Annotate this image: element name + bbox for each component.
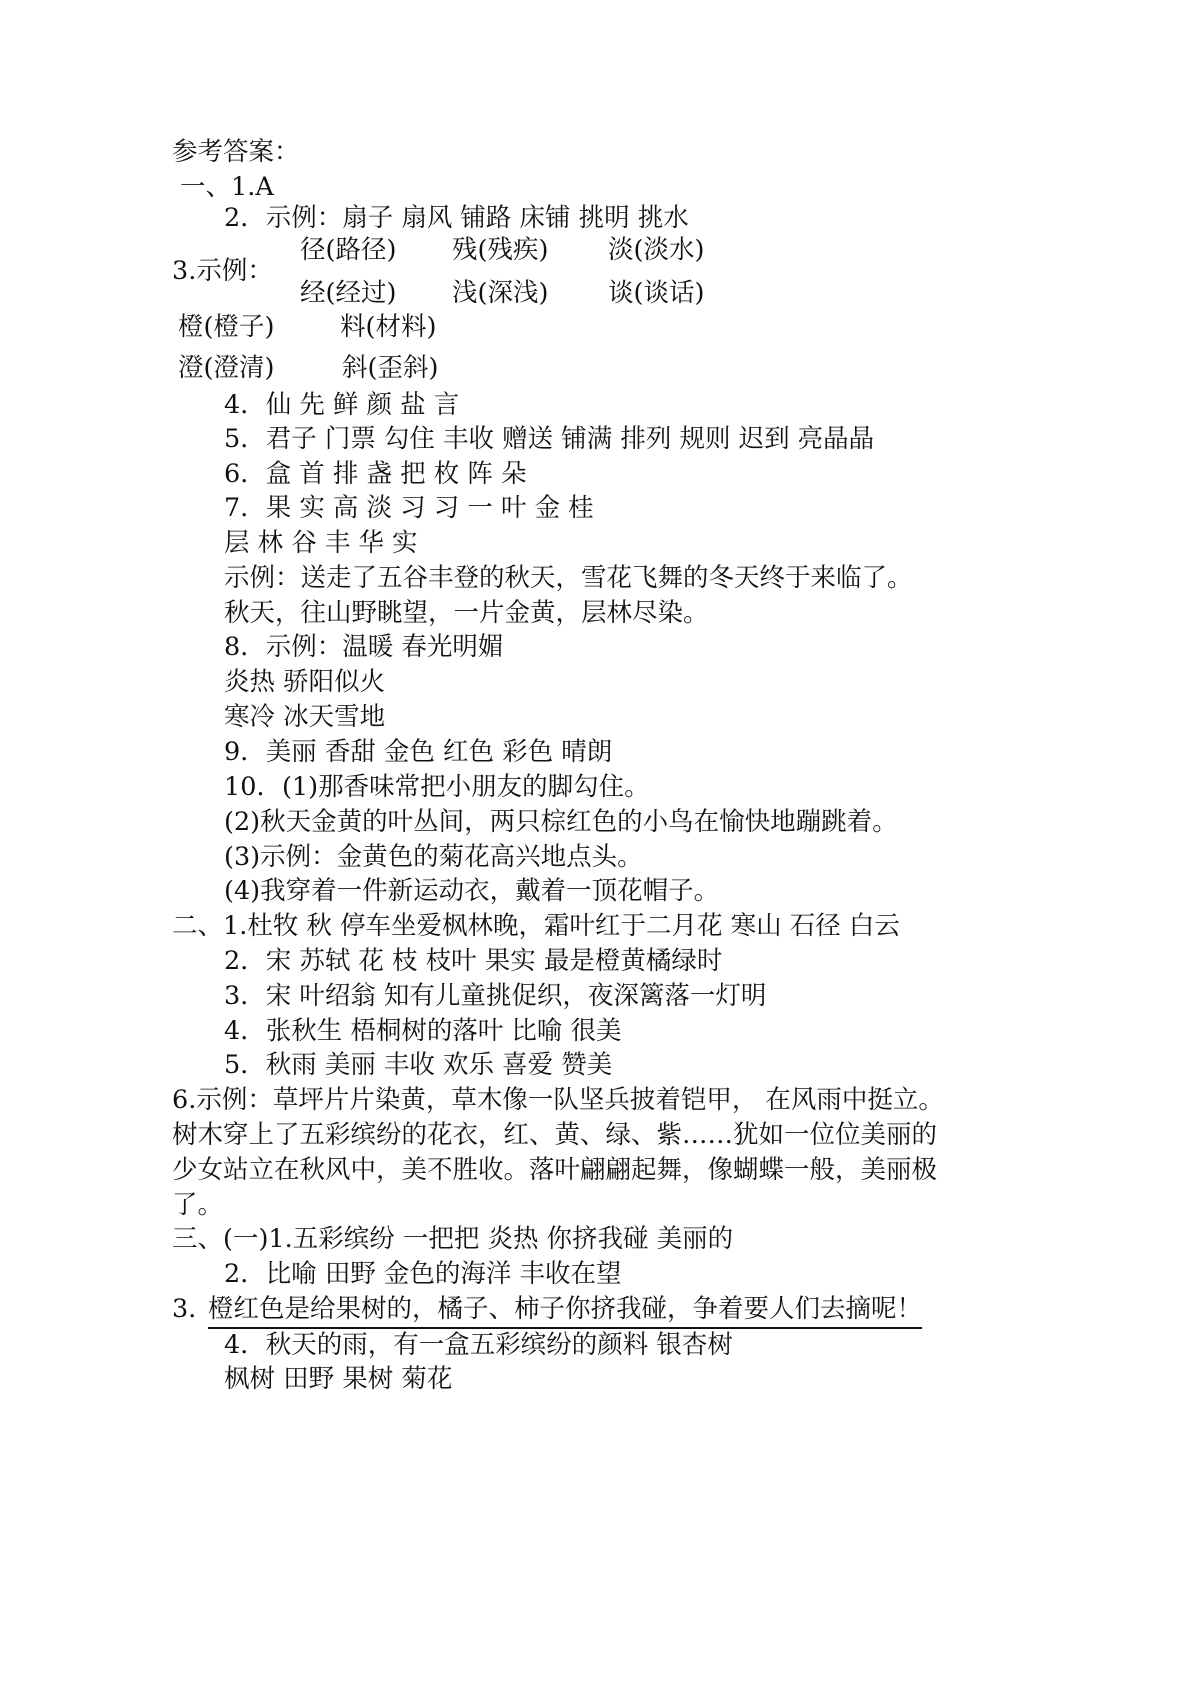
part3-q4-line2: 枫树 田野 果树 菊花 — [224, 1364, 453, 1394]
q3-item: 浅(深浅) — [452, 278, 549, 308]
q3-item: 料(材料) — [340, 312, 437, 342]
part3-q4: 4．秋天的雨，有一盒五彩缤纷的颜料 银杏树 — [224, 1330, 733, 1360]
part1-q10-2: (2)秋天金黄的叶丛间，两只棕红色的小鸟在愉快地蹦跳着。 — [224, 807, 898, 837]
part2-q5: 5．秋雨 美丽 丰收 欢乐 喜爱 赞美 — [224, 1050, 613, 1080]
part2-q6-line3: 少女站立在秋风中，美不胜收。落叶翩翩起舞，像蝴蝶一般，美丽极 — [172, 1155, 938, 1185]
part1-q3-label: 3.示例： — [172, 256, 273, 286]
part1-q10-4: (4)我穿着一件新运动衣，戴着一顶花帽子。 — [224, 876, 720, 906]
part1-q7-example1: 示例：送走了五谷丰登的秋天，雪花飞舞的冬天终于来临了。 — [224, 563, 913, 593]
part1-q8-line2: 炎热 骄阳似火 — [224, 667, 386, 697]
q3-item: 橙(橙子) — [178, 312, 275, 342]
q3-item: 斜(歪斜) — [342, 353, 439, 383]
part1-q8: 8．示例：温暖 春光明媚 — [224, 632, 504, 662]
part1-q10-3: (3)示例：金黄色的菊花高兴地点头。 — [224, 842, 643, 872]
q3-item: 经(经过) — [300, 278, 397, 308]
part1-q7-line2: 层 林 谷 丰 华 实 — [224, 528, 418, 558]
answer-key-heading: 参考答案： — [172, 137, 300, 167]
part2-q6-line4: 了。 — [172, 1190, 224, 1220]
part1-q1: 一、1.A — [180, 172, 274, 202]
part1-q2: 2．示例：扇子 扇风 铺路 床铺 挑明 挑水 — [224, 203, 689, 233]
part3-q1: 三、(一)1.五彩缤纷 一把把 炎热 你挤我碰 美丽的 — [172, 1224, 734, 1254]
part2-q2: 2．宋 苏轼 花 枝 枝叶 果实 最是橙黄橘绿时 — [224, 946, 723, 976]
part2-q3: 3．宋 叶绍翁 知有儿童挑促织，夜深篱落一灯明 — [224, 981, 767, 1011]
part2-q6-line1: 6.示例：草坪片片染黄，草木像一队坚兵披着铠甲， 在风雨中挺立。 — [172, 1085, 944, 1115]
part1-q7-example2: 秋天，往山野眺望，一片金黄，层林尽染。 — [224, 598, 709, 628]
part3-q3-underlined-answer: 橙红色是给果树的，橘子、柿子你挤我碰，争着要人们去摘呢！ — [208, 1297, 922, 1329]
q3-item: 澄(澄清) — [178, 353, 275, 383]
part1-q6: 6．盒 首 排 盏 把 枚 阵 朵 — [224, 459, 527, 489]
part1-q9: 9．美丽 香甜 金色 红色 彩色 晴朗 — [224, 737, 613, 767]
part2-q1: 二、1.杜牧 秋 停车坐爱枫林晚，霜叶红于二月花 寒山 石径 白云 — [172, 911, 900, 941]
q3-item: 残(残疾) — [452, 235, 549, 265]
part3-q3-number: 3． — [172, 1294, 214, 1324]
q3-item: 谈(谈话) — [608, 278, 705, 308]
part1-q8-line3: 寒冷 冰天雪地 — [224, 702, 386, 732]
part1-q5: 5．君子 门票 勾住 丰收 赠送 铺满 排列 规则 迟到 亮晶晶 — [224, 424, 875, 454]
part3-q2: 2．比喻 田野 金色的海洋 丰收在望 — [224, 1259, 622, 1289]
part2-q4: 4．张秋生 梧桐树的落叶 比喻 很美 — [224, 1016, 622, 1046]
q3-item: 径(路径) — [300, 235, 397, 265]
part1-q10-1: 10．(1)那香味常把小朋友的脚勾住。 — [224, 772, 650, 802]
part1-q4: 4．仙 先 鲜 颜 盐 言 — [224, 390, 460, 420]
part2-q6-line2: 树木穿上了五彩缤纷的花衣，红、黄、绿、紫……犹如一位位美丽的 — [172, 1120, 938, 1150]
q3-item: 淡(淡水) — [608, 235, 705, 265]
part1-q7: 7．果 实 高 淡 习 习 一 叶 金 桂 — [224, 493, 594, 523]
